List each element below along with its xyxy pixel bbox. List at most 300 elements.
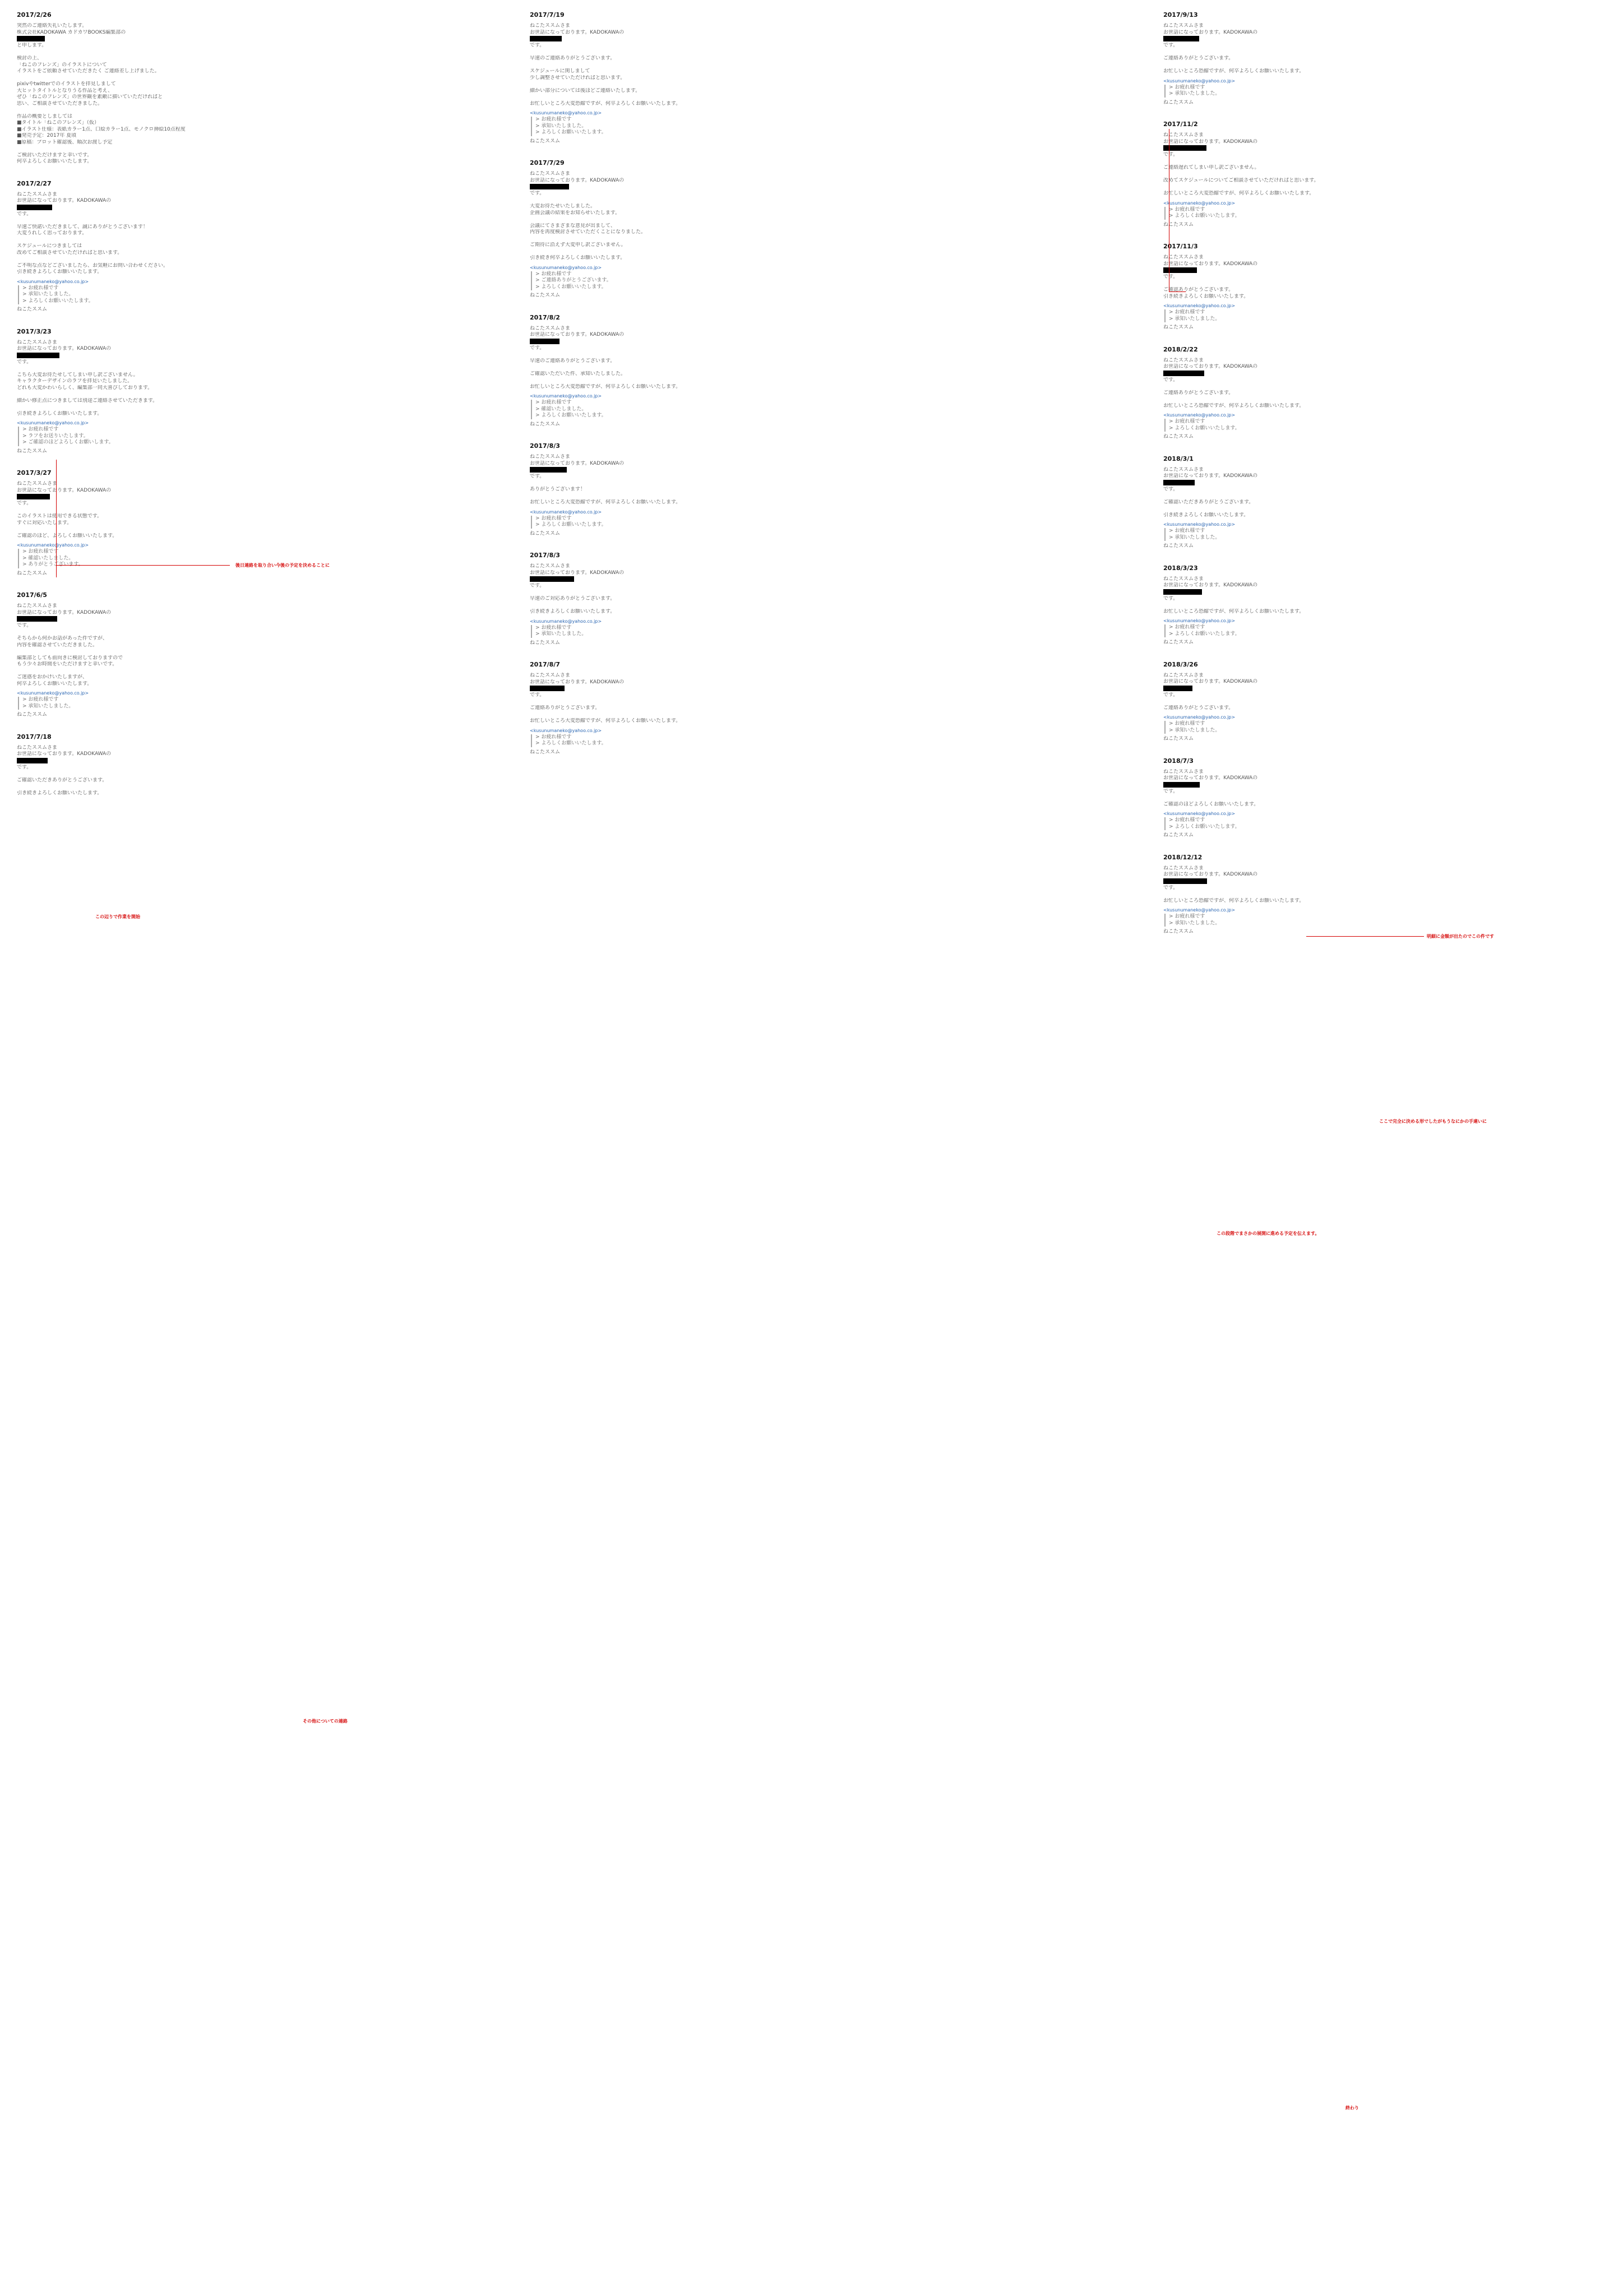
sender-email[interactable]: <kusunumaneko@yahoo.co.jp> xyxy=(17,279,89,284)
sender-email[interactable]: <kusunumaneko@yahoo.co.jp> xyxy=(1163,303,1236,308)
entry-date: 2018/2/22 xyxy=(1163,345,1198,353)
quoted-reply xyxy=(1164,721,1623,734)
body-line: 何卒よろしくお願いいたします。 xyxy=(17,159,93,164)
body-line: です。 xyxy=(530,474,545,479)
annotation-note: この段階でまさかの展開に進める予定を伝えます。 xyxy=(1217,1231,1320,1236)
signature: ねこたススム xyxy=(17,570,48,576)
body-line: ねこたススムさま xyxy=(1163,254,1204,260)
body-line: お忙しいところ大変恐縮ですが、何卒よろしくお願いいたします。 xyxy=(1163,191,1315,196)
entry-date: 2017/8/3 xyxy=(530,552,560,559)
body-line: ご期待に沿えず大変申し訳ございません。 xyxy=(530,242,626,248)
email-body xyxy=(1163,467,1623,519)
entry-date: 2017/11/3 xyxy=(1163,243,1198,250)
redaction-bar xyxy=(1163,267,1197,273)
quoted-reply xyxy=(1164,309,1623,322)
signature: ねこたススム xyxy=(1163,543,1194,549)
body-line: お忙しいところ恐縮ですが、何卒よろしくお願いいたします。 xyxy=(1163,897,1305,904)
redaction-bar xyxy=(530,576,574,582)
email-body xyxy=(530,563,1051,615)
redaction-bar xyxy=(530,184,569,189)
quote-line: > よろしくお願いいたします。 xyxy=(535,522,607,527)
quote-line: > お疲れ様です xyxy=(1169,419,1205,424)
body-line: です。 xyxy=(1163,486,1178,492)
annotation-note: その他についての連絡 xyxy=(303,1719,348,1724)
sender-email[interactable]: <kusunumaneko@yahoo.co.jp> xyxy=(1163,78,1236,84)
body-line: お世話になっております。KADOKAWAの xyxy=(17,751,112,757)
body-line: ご確認いただいた件、承知いたしました。 xyxy=(530,371,626,377)
sender-email[interactable]: <kusunumaneko@yahoo.co.jp> xyxy=(530,618,602,624)
redaction-bar xyxy=(17,494,50,499)
entry-date: 2018/3/26 xyxy=(1163,660,1198,668)
body-line xyxy=(1163,383,1623,390)
body-line xyxy=(17,507,538,514)
email-entry xyxy=(17,180,538,313)
body-line: お世話になっております。KADOKAWAの xyxy=(1163,679,1258,684)
sender-email[interactable]: <kusunumaneko@yahoo.co.jp> xyxy=(530,110,602,115)
redaction-bar xyxy=(1163,589,1202,595)
body-line xyxy=(17,365,538,372)
quote-line: > よろしくお願いいたします。 xyxy=(535,740,607,746)
body-line xyxy=(530,236,1051,243)
body-line: ねこたススムさま xyxy=(530,563,571,569)
body-line: 早速ご快諾いただきまして、誠にありがとうございます！ xyxy=(17,224,148,230)
sender-email[interactable]: <kusunumaneko@yahoo.co.jp> xyxy=(17,691,89,696)
quoted-reply xyxy=(531,734,1051,747)
body-line xyxy=(17,784,538,790)
body-line: 株式会社KADOKAWA カドカワBOOKS編集部の xyxy=(17,29,126,35)
sender-email[interactable]: <kusunumaneko@yahoo.co.jp> xyxy=(17,420,89,425)
body-line: 企画会議の結果をお知らせいたします。 xyxy=(530,210,621,216)
entry-date: 2017/8/7 xyxy=(530,661,560,668)
body-line: ねこたススムさま xyxy=(1163,357,1204,363)
sender-email[interactable]: <kusunumaneko@yahoo.co.jp> xyxy=(1163,618,1236,623)
body-line: ねこたススムさま xyxy=(1163,769,1204,775)
body-line xyxy=(530,590,1051,596)
body-line: お世話になっております。KADOKAWAの xyxy=(530,29,625,35)
email-body xyxy=(530,454,1051,506)
sender-email[interactable]: <kusunumaneko@yahoo.co.jp> xyxy=(530,394,602,399)
quote-line: > よろしくお願いいたします。 xyxy=(1169,213,1240,219)
quote-line: > ありがとうございます。 xyxy=(22,562,84,567)
email-entry xyxy=(17,328,538,455)
body-line: お忙しいところ大変恐縮ですが、何卒よろしくお願いいたします。 xyxy=(530,383,681,390)
sender-email[interactable]: <kusunumaneko@yahoo.co.jp> xyxy=(530,509,602,515)
signature: ねこたススム xyxy=(1163,325,1194,330)
body-line: ご連絡ありがとうございます。 xyxy=(1163,55,1234,61)
body-line: です。 xyxy=(1163,788,1178,794)
annotation-connector xyxy=(56,460,57,577)
signature: ねこたススム xyxy=(530,530,561,536)
annotation-connector xyxy=(56,565,230,566)
body-line: お忙しいところ恐縮ですが、何卒よろしくお願いいたします。 xyxy=(1163,68,1305,74)
email-body xyxy=(530,673,1051,725)
body-line xyxy=(17,107,538,114)
quote-line: > 確認いたしました。 xyxy=(535,406,587,412)
body-line xyxy=(17,217,538,224)
body-line xyxy=(17,237,538,244)
quote-line: > よろしくお願いいたします。 xyxy=(1169,823,1240,830)
redaction-bar xyxy=(530,686,565,691)
quote-line: > 承知いたしました。 xyxy=(1169,91,1220,96)
quoted-reply xyxy=(531,271,1051,291)
email-body xyxy=(1163,673,1623,712)
quote-line: > お疲れ様です xyxy=(22,285,59,291)
body-line: 少し調整させていただければと思います。 xyxy=(530,75,626,81)
body-line xyxy=(530,81,1051,88)
sender-email[interactable]: <kusunumaneko@yahoo.co.jp> xyxy=(1163,715,1236,720)
body-line: です。 xyxy=(530,43,545,48)
quote-line: > よろしくお願いいたします。 xyxy=(1169,631,1240,637)
body-line: そちらから何かお話があった件ですが、 xyxy=(17,636,108,641)
quote-line: > お疲れ様です xyxy=(1169,914,1205,919)
body-line: お忙しいところ大変恐縮ですが、何卒よろしくお願いいたします。 xyxy=(530,718,681,724)
quoted-reply xyxy=(1164,528,1623,541)
sender-email[interactable]: <kusunumaneko@yahoo.co.jp> xyxy=(530,265,602,270)
body-line: ねこたススムさま xyxy=(1163,466,1204,473)
body-line: 早速のご連絡ありがとうございます。 xyxy=(530,55,616,61)
quoted-reply xyxy=(1164,624,1623,637)
body-line: イラストをご依頼させていただきたく ご連絡差し上げました。 xyxy=(17,68,160,74)
email-entry xyxy=(1163,346,1623,441)
sender-email[interactable]: <kusunumaneko@yahoo.co.jp> xyxy=(1163,200,1236,206)
body-line: ありがとうございます！ xyxy=(530,487,586,492)
body-line: です。 xyxy=(1163,595,1178,601)
quote-line: > 承知いたしました。 xyxy=(1169,920,1220,926)
redaction-bar xyxy=(1163,36,1199,41)
email-entry xyxy=(17,469,538,577)
body-line: 大ヒットタイトルとなりうる作品と考え、 xyxy=(17,87,113,94)
redaction-bar xyxy=(530,36,562,41)
body-line: 突然のご連絡失礼いたします。 xyxy=(17,23,87,29)
quote-line: > お疲れ様です xyxy=(535,271,572,277)
body-line: ご連絡ありがとうございます。 xyxy=(1163,705,1234,711)
body-line: お世話になっております。KADOKAWAの xyxy=(1163,261,1258,267)
body-line: pixivやtwitterでのイラストを拝見しまして xyxy=(17,81,116,87)
body-line: ねこたススムさま xyxy=(530,454,571,460)
quoted-reply xyxy=(1164,817,1623,830)
sender-email[interactable]: <kusunumaneko@yahoo.co.jp> xyxy=(1163,908,1236,913)
quote-line: > 承知いたしました。 xyxy=(1169,727,1220,733)
body-line: ねこたススムさま xyxy=(1163,672,1204,678)
quoted-reply xyxy=(531,117,1051,136)
quoted-reply xyxy=(531,625,1051,638)
body-line: です。 xyxy=(1163,692,1178,698)
entry-date: 2017/9/13 xyxy=(1163,11,1198,18)
email-entry xyxy=(530,442,1051,537)
signature: ねこたススム xyxy=(1163,640,1194,645)
quote-line: > 承知いたしました。 xyxy=(535,631,587,637)
entry-date: 2017/7/18 xyxy=(17,733,52,740)
email-entry xyxy=(1163,243,1623,331)
body-line: です。 xyxy=(1163,43,1178,48)
email-body xyxy=(1163,865,1623,905)
body-line: ご確認ありがとうございます。 xyxy=(1163,287,1234,293)
body-line xyxy=(530,49,1051,56)
body-line: 「ねこのフレンズ」のイラストについて xyxy=(17,62,107,68)
body-line: ■原稿：プロット確認後、順次お渡し予定 xyxy=(17,139,113,145)
email-entry xyxy=(1163,11,1623,106)
sender-email[interactable]: <kusunumaneko@yahoo.co.jp> xyxy=(530,728,602,733)
quoted-reply xyxy=(531,516,1051,529)
quoted-reply xyxy=(531,400,1051,419)
quoted-reply xyxy=(18,697,538,710)
body-line: お世話になっております。KADOKAWAの xyxy=(1163,872,1258,877)
email-entry xyxy=(1163,757,1623,839)
body-line: ねこたススムさま xyxy=(1163,132,1204,138)
quote-line: > ご確認のほどよろしくお願いします。 xyxy=(22,439,114,445)
body-line: キャラクターデザインのラフを拝見いたしました。 xyxy=(17,378,133,384)
body-line xyxy=(530,712,1051,719)
quote-line: > 確認いたしました。 xyxy=(22,555,74,561)
email-body xyxy=(1163,358,1623,410)
body-line: ご検討いただけますと幸いです。 xyxy=(17,152,93,158)
email-entry xyxy=(1163,564,1623,646)
body-line xyxy=(1163,602,1623,609)
body-line: お世話になっております。KADOKAWAの xyxy=(17,487,112,493)
email-body xyxy=(530,23,1051,107)
body-line: 引き続きよろしくお願いいたします。 xyxy=(1163,293,1249,299)
redaction-bar xyxy=(17,205,52,210)
body-line: です。 xyxy=(530,583,545,589)
entry-date: 2017/7/29 xyxy=(530,159,565,166)
quote-line: > よろしくお願いいたします。 xyxy=(535,284,607,290)
sender-email[interactable]: <kusunumaneko@yahoo.co.jp> xyxy=(1163,413,1236,418)
body-line xyxy=(530,699,1051,706)
body-line: です。 xyxy=(17,211,32,217)
entry-date: 2017/8/3 xyxy=(530,442,560,450)
body-line: 大変お待たせいたしました。 xyxy=(530,203,596,209)
body-line: と申します。 xyxy=(17,43,47,48)
signature: ねこたススム xyxy=(1163,221,1194,228)
body-line xyxy=(1163,698,1623,705)
body-line: お世話になっております。KADOKAWAの xyxy=(530,570,625,576)
body-line: 引き続きよろしくお願いいたします。 xyxy=(1163,512,1249,518)
body-line: ねこたススムさま xyxy=(17,339,58,345)
email-body xyxy=(17,603,538,687)
entry-date: 2017/3/27 xyxy=(17,469,52,476)
body-line: スケジュールにつきましては xyxy=(17,243,82,249)
email-entry xyxy=(17,11,538,165)
signature: ねこたススム xyxy=(1163,929,1194,934)
signature: ねこたススム xyxy=(530,293,561,298)
email-entry xyxy=(1163,854,1623,936)
body-line: 引き続きよろしくお願いいたします。 xyxy=(530,609,616,614)
redaction-bar xyxy=(1163,371,1204,376)
entry-date: 2018/12/12 xyxy=(1163,853,1203,861)
body-line: ぜひ「ねこのフレンズ」の世界観を素敵に描いていただければと xyxy=(17,94,163,100)
body-line: 編集部としても前向きに検討しておりますので xyxy=(17,655,123,661)
body-line: ねこたススムさま xyxy=(1163,865,1204,871)
body-line: 思い、ご相談させていただきました。 xyxy=(17,100,103,107)
email-body xyxy=(17,23,538,165)
sender-email[interactable]: <kusunumaneko@yahoo.co.jp> xyxy=(17,543,89,548)
annotation-note: 明細に金額が出たのでこの件です xyxy=(1427,934,1494,939)
body-line: お忙しいところ大変恐縮ですが、何卒よろしくお願いいたします。 xyxy=(530,499,681,505)
signature: ねこたススム xyxy=(17,307,48,312)
body-line: です。 xyxy=(17,623,32,628)
signature: ねこたススム xyxy=(17,712,48,718)
body-line: こちら大変お待たせしてしまい申し訳ございません。 xyxy=(17,372,138,378)
redaction-bar xyxy=(1163,145,1206,151)
body-line: スケジュールに関しまして xyxy=(530,68,590,74)
quote-line: > よろしくお願いいたします。 xyxy=(1169,425,1240,431)
body-line xyxy=(530,480,1051,487)
body-line: ねこたススムさま xyxy=(530,23,571,29)
quote-line: > よろしくお願いいたします。 xyxy=(535,413,607,418)
redaction-bar xyxy=(17,353,59,358)
email-entry xyxy=(1163,121,1623,228)
body-line xyxy=(1163,184,1623,191)
entry-date: 2017/7/19 xyxy=(530,11,565,18)
body-line xyxy=(17,256,538,263)
body-line: お世話になっております。KADOKAWAの xyxy=(1163,138,1258,145)
quote-line: > お疲れ様です xyxy=(22,697,59,702)
body-line: ねこたススムさま xyxy=(1163,23,1204,29)
email-entry xyxy=(530,159,1051,299)
body-line xyxy=(1163,396,1623,403)
body-line: 引き続き何卒よろしくお願いいたします。 xyxy=(530,255,626,261)
quote-line: > お疲れ様です xyxy=(535,734,572,740)
email-entry xyxy=(1163,455,1623,550)
body-line: お世話になっております。KADOKAWAの xyxy=(1163,582,1258,588)
body-line xyxy=(17,391,538,398)
body-line xyxy=(1163,891,1623,898)
quoted-reply xyxy=(1164,419,1623,432)
body-line: です。 xyxy=(1163,274,1178,280)
body-line: お世話になっております。KADOKAWAの xyxy=(530,679,625,685)
body-line: どれも大変かわいらしく、編集部一同大喜びしております。 xyxy=(17,385,153,391)
email-body xyxy=(1163,23,1623,75)
body-line: です。 xyxy=(530,345,545,351)
body-line: すぐに対応いたします。 xyxy=(17,520,72,526)
email-entry xyxy=(530,314,1051,428)
body-line: お世話になっております。KADOKAWAの xyxy=(17,609,112,615)
body-line: 引き続きよろしくお願いいたします。 xyxy=(17,269,103,275)
email-entry xyxy=(1163,661,1623,743)
quote-line: > 承知いたしました。 xyxy=(22,291,74,297)
body-line: ねこたススムさま xyxy=(530,171,571,177)
body-line: 細かい修正点につきましては別途ご連絡させていただきます。 xyxy=(17,397,158,404)
body-line: 大変うれしく思っております。 xyxy=(17,230,87,236)
signature: ねこたススム xyxy=(1163,736,1194,742)
body-line: ご確認いただきありがとうございます。 xyxy=(1163,499,1254,505)
body-line: です。 xyxy=(1163,885,1178,891)
body-line xyxy=(530,249,1051,256)
entry-date: 2017/2/26 xyxy=(17,11,52,18)
body-line: ご確認のほど、よろしくお願いいたします。 xyxy=(17,533,118,539)
email-entry xyxy=(17,733,538,797)
entry-date: 2017/6/5 xyxy=(17,591,47,599)
body-line: お忙しいところ恐縮ですが、何卒よろしくお願いいたします。 xyxy=(1163,402,1305,409)
quote-line: > よろしくお願いいたします。 xyxy=(535,129,607,135)
body-line: お世話になっております。KADOKAWAの xyxy=(1163,364,1258,369)
column-middle xyxy=(530,11,1051,770)
body-line: です。 xyxy=(1163,152,1178,158)
body-line: お世話になっております。KADOKAWAの xyxy=(17,346,112,351)
body-line: お世話になっております。KADOKAWAの xyxy=(530,177,625,183)
annotation-connector xyxy=(1169,291,1186,292)
quote-line: > お疲れ様です xyxy=(535,624,572,631)
body-line: ご迷惑をおかけいたしますが、 xyxy=(17,674,88,680)
annotation-note: 終わり xyxy=(1345,2105,1359,2110)
body-line xyxy=(1163,795,1623,802)
email-entry xyxy=(530,11,1051,145)
body-line xyxy=(530,351,1051,358)
body-line xyxy=(1163,506,1623,512)
email-body xyxy=(530,171,1051,262)
body-line: 内容を確認させていただきました。 xyxy=(17,642,98,648)
body-line xyxy=(17,404,538,411)
body-line: です。 xyxy=(17,359,32,365)
body-line: ご不明な点などございましたら、お気軽にお問い合わせください。 xyxy=(17,262,169,269)
body-line xyxy=(530,364,1051,371)
entry-date: 2018/3/1 xyxy=(1163,455,1194,462)
quoted-reply xyxy=(1164,207,1623,220)
sender-email[interactable]: <kusunumaneko@yahoo.co.jp> xyxy=(1163,522,1236,527)
annotation-note: この辺りで作業を開始 xyxy=(95,914,140,919)
body-line: お世話になっております。KADOKAWAの xyxy=(530,332,625,337)
email-body xyxy=(1163,254,1623,300)
entry-date: 2017/3/23 xyxy=(17,327,52,335)
body-line: ご連絡ありがとうございます。 xyxy=(530,705,600,711)
email-body xyxy=(530,326,1051,391)
column-right xyxy=(1163,11,1623,950)
body-line: ■タイトル「ねこのフレンズ」（仮） xyxy=(17,120,99,126)
body-line: ■発売予定：2017年 夏頃 xyxy=(17,133,77,138)
redaction-bar xyxy=(1163,782,1200,788)
body-line: です。 xyxy=(530,692,545,698)
body-line xyxy=(17,75,538,82)
quote-line: > 承知いたしました。 xyxy=(1169,534,1220,540)
signature: ねこたススム xyxy=(530,749,561,755)
quote-line: > お疲れ様です xyxy=(1169,817,1205,823)
signature: ねこたススム xyxy=(530,421,561,427)
annotation-note: ここで完全に決める形でしたがもうなにかの手違いに xyxy=(1379,1119,1487,1124)
email-body xyxy=(17,481,538,539)
annotation-note: 後日連絡を取り合い今後の予定を決めることに xyxy=(235,563,330,568)
body-line: 内容を再度検討させていただくことになりました。 xyxy=(530,229,646,235)
sender-email[interactable]: <kusunumaneko@yahoo.co.jp> xyxy=(1163,811,1236,816)
redaction-bar xyxy=(17,616,57,622)
body-line xyxy=(530,94,1051,101)
redaction-bar xyxy=(17,758,48,763)
body-line: ご連絡遅れてしまい申し訳ございません。 xyxy=(1163,165,1260,170)
body-line xyxy=(17,49,538,56)
body-line: 引き続きよろしくお願いいたします。 xyxy=(17,790,103,796)
quote-line: > お疲れ様です xyxy=(1169,84,1205,90)
quote-line: > お疲れ様です xyxy=(1169,624,1205,630)
body-line xyxy=(17,668,538,675)
body-line: このイラストは使用できる状態です。 xyxy=(17,513,103,519)
quote-line: > ラフをお送りいたします。 xyxy=(22,433,89,439)
quote-line: > 承知いたしました。 xyxy=(535,123,587,129)
email-body xyxy=(1163,769,1623,808)
email-body xyxy=(1163,576,1623,615)
body-line xyxy=(17,629,538,636)
body-line: です。 xyxy=(17,501,32,506)
body-line: ねこたススムさま xyxy=(17,744,58,751)
body-line: 早速のご対応ありがとうございます。 xyxy=(530,596,616,601)
body-line: 検討の上、 xyxy=(17,55,43,61)
body-line: ねこたススムさま xyxy=(17,481,58,487)
body-line xyxy=(530,603,1051,609)
body-line: お忙しいところ大変恐縮ですが、何卒よろしくお願いいたします。 xyxy=(530,100,681,107)
body-line xyxy=(530,493,1051,500)
redaction-bar xyxy=(530,339,560,344)
entry-date: 2017/8/2 xyxy=(530,313,560,321)
body-line: 早速のご連絡ありがとうございます。 xyxy=(530,358,616,364)
body-line: 会議にてさまざまな意見が出まして、 xyxy=(530,223,616,229)
